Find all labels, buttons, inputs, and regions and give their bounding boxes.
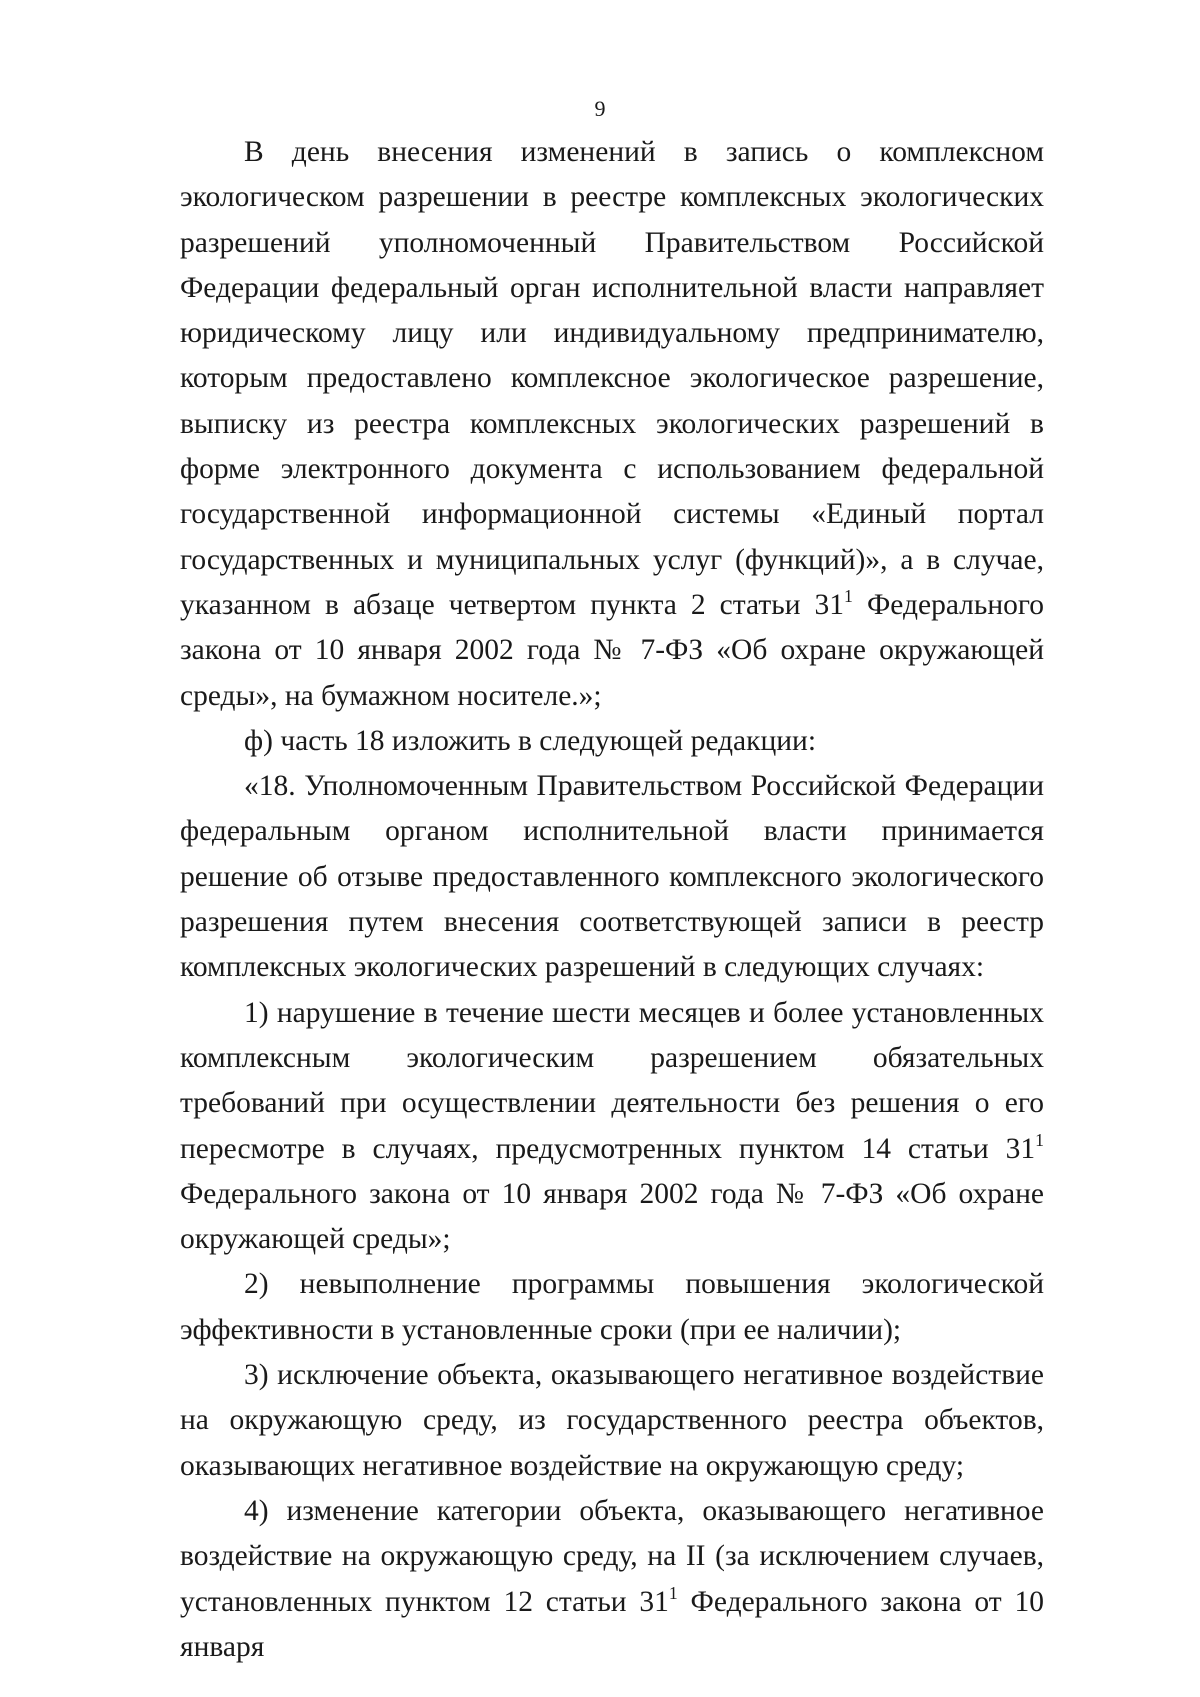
paragraph-text: Федерального закона от 10 января 2002 года № 7-ФЗ «Об охране окружающей среды», на бумажном носителе.»; <box>180 588 1044 712</box>
paragraph-part-18 <box>180 764 1044 990</box>
paragraph-text: 3) исключение объекта, оказывающего негативное воздействие на окружающую среду, из государственного реестра объектов, оказывающих негативное воздействие на окружающую среду; <box>180 1359 1044 1482</box>
list-item-2 <box>180 1262 1044 1353</box>
paragraph-text: 1) нарушение в течение шести месяцев и более установленных комплексным экологическим разрешением обязательных требований при осуществлении деятельности без решения о его пересмотре в случаях, предусмотренных пунктом 14 статьи 31 <box>180 996 1044 1165</box>
paragraph-text: ф) часть 18 изложить в следующей редакции: <box>244 724 817 757</box>
superscript: 1 <box>668 1582 678 1603</box>
list-item-3 <box>180 1353 1044 1489</box>
paragraph-text: В день внесения изменений в запись о комплексном экологическом разрешении в реестре комплексных экологических разрешений уполномоченный Правительством Российской Федерации федеральный орган исполнительной власти направляет юридическому лицу или индивидуальному предпринимателю, которым предоставлено комплексное экологическое разрешение, выписку из реестра комплексных экологических разрешений в форме электронного документа с использованием федеральной государственной информационной системы «Единый портал государственных и муниципальных услуг (функций)», а в случае, указанном в абзаце четвертом пункта 2 статьи 31 <box>180 136 1044 621</box>
paragraph-text: Федерального закона от 10 января <box>180 1585 1044 1663</box>
list-item-1 <box>180 991 1044 1263</box>
paragraph-text: Федерального закона от 10 января 2002 года № 7-ФЗ «Об охране окружающей среды»; <box>180 1177 1044 1256</box>
superscript: 1 <box>1035 1129 1044 1150</box>
paragraph-text: 2) невыполнение программы повышения экологической эффективности в установленные сроки (при ее наличии); <box>180 1268 1044 1346</box>
paragraph-text: 4) изменение категории объекта, оказывающего негативное воздействие на окружающую среду, на II (за исключением случаев, установленных пунктом 12 статьи 31 <box>180 1494 1044 1618</box>
document-body <box>180 130 1044 1670</box>
paragraph-registry-extract <box>180 130 1044 719</box>
superscript: 1 <box>844 586 853 607</box>
paragraph-text: «18. Уполномоченным Правительством Российской Федерации федеральным органом исполнительной власти принимается решение об отзыве предоставленного комплексного экологического разрешения путем внесения соответствующей записи в реестр комплексных экологических разрешений в следующих случаях: <box>180 770 1044 984</box>
page-number: 9 <box>594 96 606 121</box>
list-item-4 <box>180 1489 1044 1670</box>
paragraph-part-18-intro <box>180 719 1044 764</box>
